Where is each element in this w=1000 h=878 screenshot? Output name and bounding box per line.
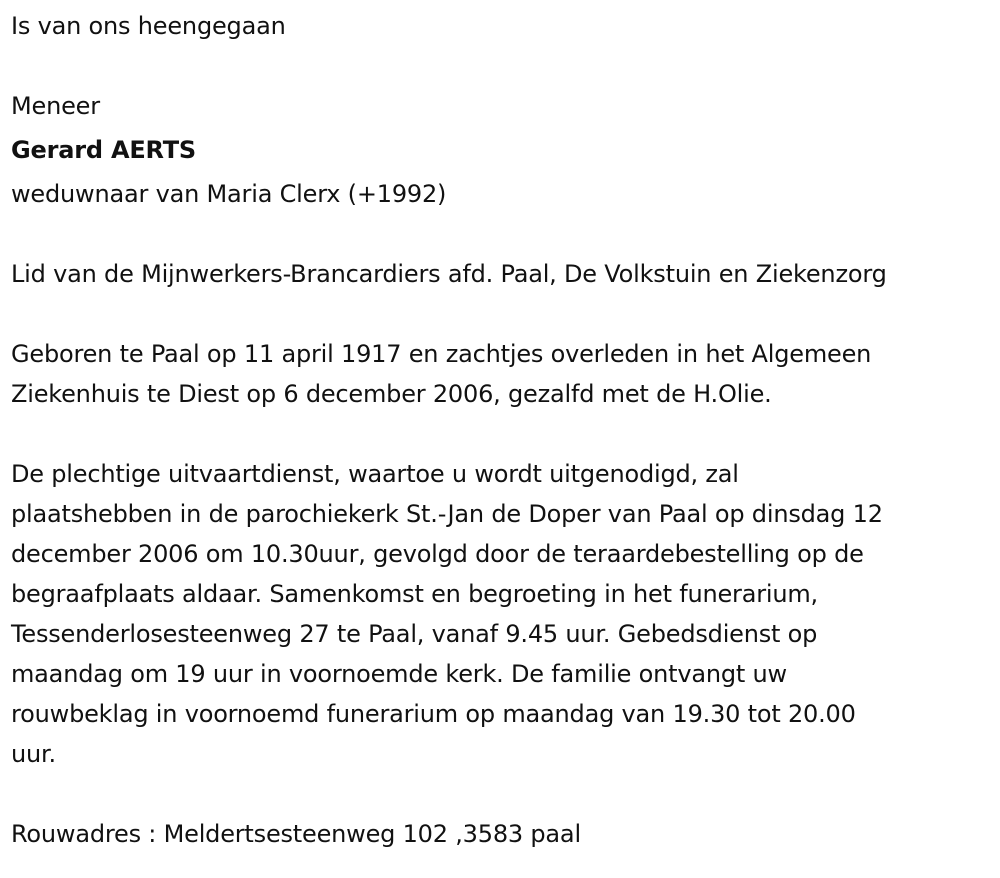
membership-text: Lid van de Mijnwerkers-Brancardiers afd. Paal, De Volkstuin en Ziekenzorg <box>11 260 887 288</box>
service-line: december 2006 om 10.30uur, gevolgd door de teraardebestelling op de <box>11 540 864 568</box>
intro-text: Is van ons heengegaan <box>11 12 286 40</box>
salutation: Meneer <box>11 92 100 120</box>
deceased-name: Gerard AERTS <box>11 136 197 164</box>
service-line: uur. <box>11 740 56 768</box>
service-line: Tessenderlosesteenweg 27 te Paal, vanaf 9.45 uur. Gebedsdienst op <box>11 620 818 648</box>
service-line: maandag om 19 uur in voornoemde kerk. De familie ontvangt uw <box>11 660 787 688</box>
birth-death-line: Ziekenhuis te Diest op 6 december 2006, gezalfd met de H.Olie. <box>11 380 772 408</box>
service-line: De plechtige uitvaartdienst, waartoe u wordt uitgenodigd, zal <box>11 460 739 488</box>
service-line: rouwbeklag in voornoemd funerarium op maandag van 19.30 tot 20.00 <box>11 700 856 728</box>
funeral-address: Rouwadres : Meldertsesteenweg 102 ,3583 paal <box>11 820 581 848</box>
obituary-notice <box>11 6 996 854</box>
relation-text: weduwnaar van Maria Clerx (+1992) <box>11 180 447 208</box>
service-line: begraafplaats aldaar. Samenkomst en begroeting in het funerarium, <box>11 580 818 608</box>
service-line: plaatshebben in de parochiekerk St.-Jan de Doper van Paal op dinsdag 12 <box>11 500 883 528</box>
birth-death-line: Geboren te Paal op 11 april 1917 en zachtjes overleden in het Algemeen <box>11 340 872 368</box>
